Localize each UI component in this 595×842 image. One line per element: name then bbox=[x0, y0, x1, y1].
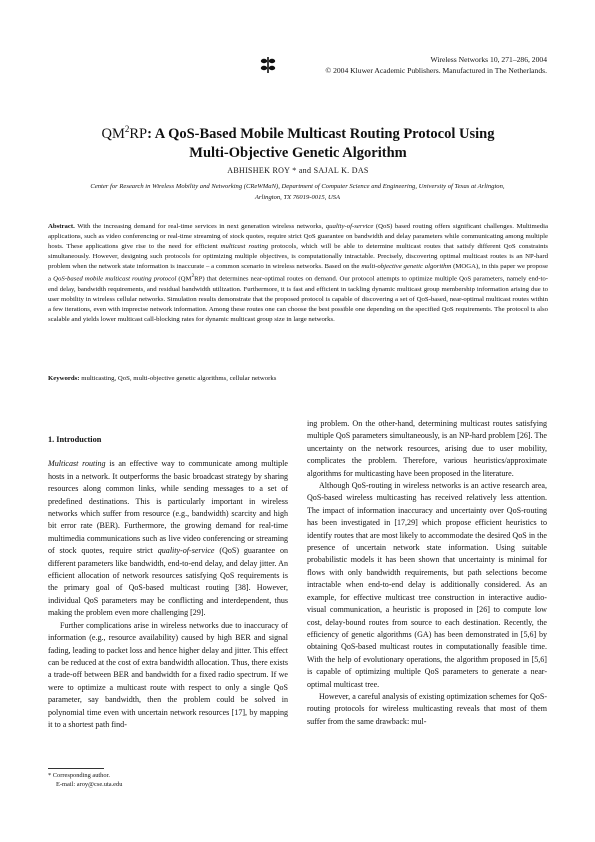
abstract-text: protocols, which will be able to determine multicast routes that satisfy different QoS constraints simultaneously. However, designing such protocols for optimizing multiple objectives, is computationally intractable. Precisely, discovering optimal multicast routes is an NP-hard problem when the network state information is inaccurate – a common scenario in wireless networks. Based on the bbox=[48, 243, 548, 271]
paragraph-emphasis: quality-of-service bbox=[157, 546, 215, 556]
abstract-text: (QM bbox=[176, 275, 192, 283]
paragraph-text: (QoS) guarantee on different parameters like bandwidth, end-to-end delay, and delay jitter. An efficient allocation of network resources satisfying QoS requirements is the primary goal of QoS-based multicast routing [38]. However, individual QoS parameters may be conflicting and interdependent, thus making the problem even more challenging [29]. bbox=[48, 546, 288, 618]
right-column bbox=[307, 418, 547, 728]
title-acronym-superscript: 2 bbox=[124, 124, 130, 134]
paragraph: Although QoS-routing in wireless networks is an active research area, QoS-based wireless multicasting has received relatively less attention. The impact of information inaccuracy and uncertainty over QoS-routing has been investigated in [17,29] which propose efficient heuristics to identify routes that are most likely to accommodate the desired QoS in the presence of uncertain network state information. Using suitable probabilistic models it has been shown that uncertainty is minimal for flows with only bandwidth requirements, but path selections become intractable when end-to-end delay is additionally considered. As an example, for effective multicast tree construction in interactive audio-visual communication, a heuristic is proposed in [26] to compute low cost, delay-bound routes from source to each destination. Recently, the efficiency of genetic algorithms (GA) has been demonstrated in [5,6] by obtaining QoS-based multicast routes in computationally feasible time. With the help of evolutionary operations, the algorithm proposed in [5,6] is capable of optimizing multiple QoS parameters to generate a near-optimal multicast tree. bbox=[307, 481, 547, 689]
paragraph: ing problem. On the other-hand, determining multicast routes satisfying multiple QoS parameters simultaneously, is an NP-hard problem [26]. The uncertainty on the network resources, arising due to user mobility, complicates the problem. Therefore, various heuristics/approximate algorithms for multicasting have been proposed in the literature. bbox=[307, 419, 547, 478]
affiliation-line1: Center for Research in Wireless Mobility and Networking (CReWMaN), Department of Computer Science and Engineering, University of Texas at Arlington, bbox=[90, 183, 505, 190]
abstract-emphasis: multi-objective genetic algorithm bbox=[361, 263, 452, 271]
keywords-label: Keywords: bbox=[48, 375, 80, 382]
keywords-text: multicasting, QoS, multi-objective genetic algorithms, cellular networks bbox=[79, 375, 277, 382]
paragraph bbox=[48, 458, 288, 619]
affiliation bbox=[40, 182, 555, 203]
title-acronym-prefix: QM bbox=[101, 125, 125, 142]
title-line1: : A QoS-Based Mobile Multicast Routing Protocol Using bbox=[147, 125, 495, 142]
authors: ABHISHEK ROY * and SAJAL K. DAS bbox=[227, 166, 369, 175]
footnote-email: E-mail: aroy@cse.uta.edu bbox=[56, 781, 123, 789]
publisher-logo-icon bbox=[258, 56, 278, 74]
footnote bbox=[48, 771, 288, 790]
journal-header bbox=[280, 54, 547, 76]
keywords bbox=[48, 375, 548, 382]
paragraph-emphasis: Multicast routing bbox=[48, 459, 106, 469]
section-heading: 1. Introduction bbox=[48, 435, 102, 444]
abstract-emphasis: quality-of-service bbox=[325, 223, 374, 230]
footnote-corresponding: * Corresponding author. bbox=[48, 772, 110, 779]
paper-title bbox=[48, 120, 548, 163]
abstract-superscript: 2 bbox=[191, 274, 195, 280]
title-acronym-suffix: RP bbox=[129, 125, 148, 142]
abstract-text: (MOGA), in this paper we propose a bbox=[48, 263, 548, 283]
abstract bbox=[48, 222, 548, 325]
copyright-line: © 2004 Kluwer Academic Publishers. Manufactured in The Netherlands. bbox=[325, 66, 547, 75]
title-line2: Multi-Objective Genetic Algorithm bbox=[189, 144, 407, 161]
abstract-label: Abstract. bbox=[48, 223, 75, 230]
abstract-text: RP) that determines near-optimal routes on demand. Our protocol attempts to optimize multiple QoS parameters, namely end-to-end delay, bandwidth requirements, and residual bandwidth utilization. Furthermore, it is fast and efficient in tackling dynamic multicast group membership information arising due to user mobility in wireless cellular networks. Simulation results demonstrate that the proposed protocol is capable of discovering a set of QoS-based, near-optimal multicast routes within a few iterations, even with imprecise network information. Among these routes one can choose the best possible one depending on the specified QoS requirements. The protocol is also scalable and yields lower multicast call-blocking rates for dynamic multicast group size in large networks. bbox=[48, 275, 548, 324]
abstract-text: With the increasing demand for real-time services in next generation wireless networks, bbox=[74, 223, 326, 230]
left-column bbox=[48, 420, 288, 731]
journal-citation: Wireless Networks 10, 271–286, 2004 bbox=[430, 55, 547, 64]
footnote-divider bbox=[48, 768, 104, 769]
abstract-emphasis: multicast routing bbox=[220, 243, 269, 251]
abstract-emphasis: QoS-based mobile multicast routing protocol bbox=[53, 275, 177, 283]
paragraph: Further complications arise in wireless networks due to inaccuracy of information (e.g., resource availability) caused by high BER and signal fading, leading to packet loss and hence higher delay and jitter. This effect can be reduced at the cost of extra bandwidth allocation. Thus, there exists a trade-off between BER and bandwidth for a fixed radio spectrum. If we were to optimize a multicast route with respect to only a single QoS parameter, say bandwidth, then the problem could be solved in polynomial time even with uncertain network resources [17], by mapping it to a shortest path find- bbox=[48, 620, 288, 729]
paragraph: However, a careful analysis of existing optimization schemes for QoS-routing protocols for wireless multicasting reveals that most of them suffer from the same drawback: mul- bbox=[307, 691, 547, 726]
affiliation-line2: Arlington, TX 76019-0015, USA bbox=[254, 193, 341, 201]
paragraph-text: is an effective way to communicate among multiple hosts in a network. It outperforms the basic broadcast strategy by sharing resources along common links, while sending messages to a set of predefined destinations. This is particularly important in wireless networks which suffer from resource (e.g., bandwidth) scarcity and high bit error rate (BER). Furthermore, the growing demand for real-time multimedia communications such as live video conferencing or streaming of stock quotes, require strict bbox=[48, 459, 288, 556]
abstract-text: (QoS) based routing offers significant challenges. Multimedia applications, such as video conferencing or real-time streaming of stock quotes, require strict QoS guarantee on bandwidth and delay parameters while communicating among multiple hosts. These applications give rise to the need for efficient bbox=[48, 223, 548, 251]
